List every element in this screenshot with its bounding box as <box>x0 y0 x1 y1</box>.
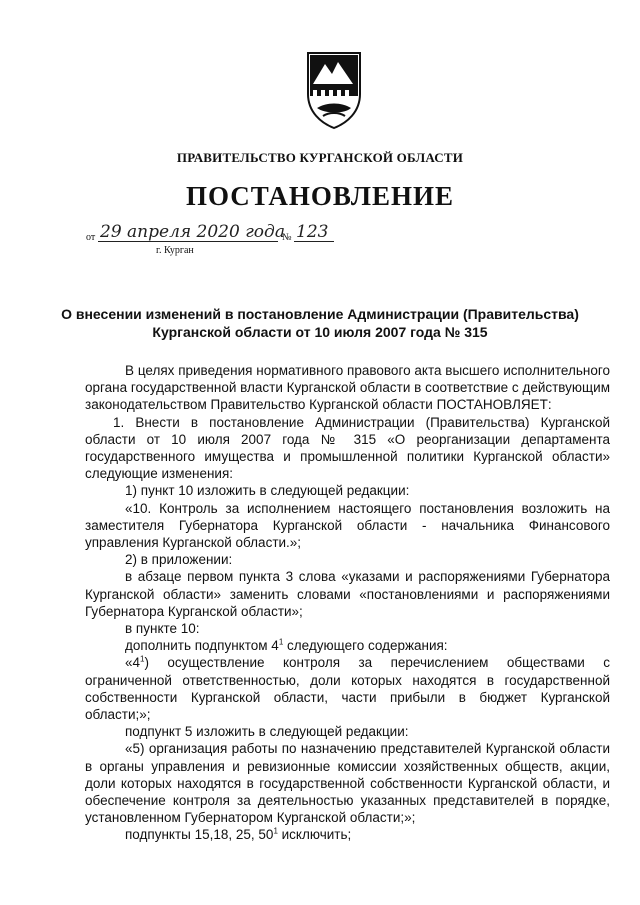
paragraph-point-10: в пункте 10: <box>125 621 200 637</box>
date-number-line <box>86 224 346 264</box>
handwritten-number: 123 <box>296 222 329 242</box>
paragraph-subpoint-5: подпункт 5 изложить в следующей редакции: <box>125 724 409 740</box>
paragraph-item-1: 1. Внести в постановление Администрации (Правительства) Курганской области от 10 июля 2007 года № 315 «О реорганизации департамента государственного имущества и промышленной политики Курганской области» следующие изменения: <box>85 414 610 482</box>
city-label: г. Курган <box>156 245 194 256</box>
date-prefix: от <box>86 232 96 243</box>
handwritten-date: 29 апреля 2020 года <box>100 222 285 242</box>
coat-of-arms-icon <box>305 50 363 130</box>
number-underline <box>294 241 334 242</box>
document-body <box>85 362 610 844</box>
paragraph-point-3: в абзаце первом пункта 3 слова «указами и распоряжениями Губернатора Курганской области» заменить словами «постановлениями и распоряжениями Губернатора Курганской области»; <box>85 569 610 619</box>
number-prefix: № <box>282 232 292 243</box>
government-name: ПРАВИТЕЛЬСТВО КУРГАНСКОЙ ОБЛАСТИ <box>176 150 464 165</box>
paragraph-quote-5: «5) организация работы по назначению представителей Курганской области в органы управления и ревизионные комиссии хозяйственных обществ, акции, доли которых находятся в государственной собственности Курганской области, и обеспечение контроля за деятельностью указанных представителей в порядке, установленном Губернатором Курганской области;»; <box>85 741 610 826</box>
heading-line-1: О внесении изменений в постановление Администрации (Правительства) <box>61 306 579 322</box>
paragraph-quote-10: «10. Контроль за исполнением настоящего постановления возложить на заместителя Губернатора Курганской области - начальника Финансового управления Курганской области.»; <box>85 500 610 551</box>
paragraph-preamble: В целях приведения нормативного правового акта высшего исполнительного органа государственной власти Курганской области в соответствие с действующим законодательством Правительство Курганской области ПОСТАНОВЛЯЕТ: <box>85 363 610 413</box>
paragraph-add-subpoint: дополнить подпунктом $4^1$ следующего содержания: <box>125 637 448 654</box>
paragraph-subitem-2: 2) в приложении: <box>125 552 233 568</box>
date-underline <box>98 241 278 242</box>
paragraph-subpoint-4-1: «$4^1$) осуществление контроля за перечислением обществами с ограниченной ответственностью, доли которых находятся в государственной собственности Курганской области, части прибыли в бюджет Курганской области;»; <box>85 654 610 723</box>
paragraph-exclude: подпункты 15,18, 25, $50^1$ исключить; <box>125 826 352 843</box>
heading-line-2: Курганской области от 10 июля 2007 года № 315 <box>152 324 488 340</box>
document-heading <box>60 305 580 341</box>
document-type-title: ПОСТАНОВЛЕНИЕ <box>185 181 455 211</box>
paragraph-subitem-1: 1) пункт 10 изложить в следующей редакции: <box>125 483 410 499</box>
